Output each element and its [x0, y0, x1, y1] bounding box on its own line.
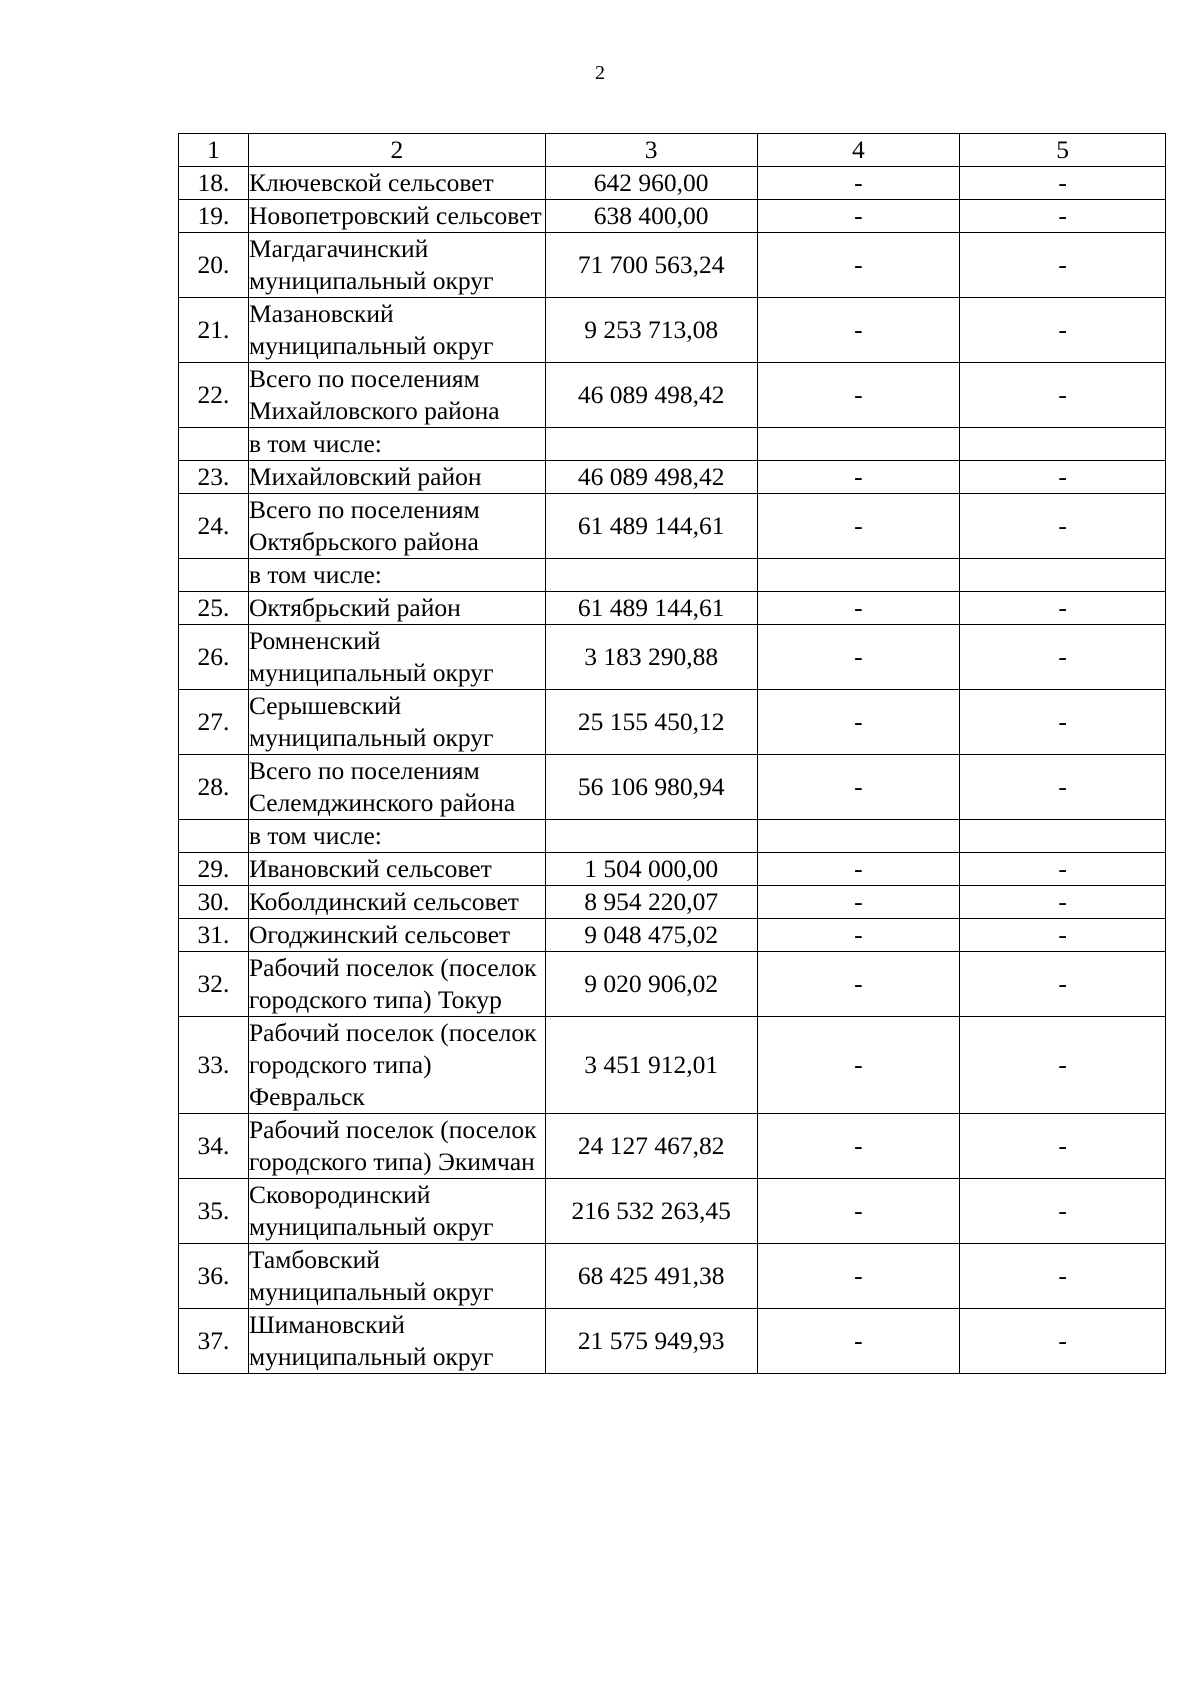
row-col-5: - — [960, 1179, 1166, 1244]
row-col-4: - — [757, 1244, 960, 1309]
row-col-4: - — [757, 592, 960, 625]
row-col-5 — [960, 820, 1166, 853]
header-col-4: 4 — [757, 134, 960, 167]
row-col-4: - — [757, 853, 960, 886]
row-number: 33. — [179, 1017, 249, 1114]
row-name: Ромненский муниципальный округ — [248, 625, 545, 690]
row-col-5 — [960, 428, 1166, 461]
row-col-4: - — [757, 233, 960, 298]
row-col-5: - — [960, 1017, 1166, 1114]
row-col-4: - — [757, 298, 960, 363]
table-row — [179, 820, 1166, 853]
row-name: Серышевский муниципальный округ — [248, 690, 545, 755]
row-number — [179, 820, 249, 853]
row-number: 25. — [179, 592, 249, 625]
row-name: Всего по поселениям Октябрьского района — [248, 494, 545, 559]
row-col-5: - — [960, 690, 1166, 755]
row-col-4: - — [757, 200, 960, 233]
row-col-4 — [757, 428, 960, 461]
table-row — [179, 690, 1166, 755]
table-row — [179, 625, 1166, 690]
header-col-2: 2 — [248, 134, 545, 167]
row-col-4: - — [757, 167, 960, 200]
row-name: Тамбовский муниципальный округ — [248, 1244, 545, 1309]
table-row — [179, 1017, 1166, 1114]
row-sum: 61 489 144,61 — [545, 592, 757, 625]
table-row — [179, 494, 1166, 559]
table-row — [179, 919, 1166, 952]
table-row — [179, 461, 1166, 494]
table-row — [179, 592, 1166, 625]
table-row — [179, 755, 1166, 820]
row-name: Новопетровский сельсовет — [248, 200, 545, 233]
row-sum: 638 400,00 — [545, 200, 757, 233]
table-row — [179, 1114, 1166, 1179]
row-sum: 3 183 290,88 — [545, 625, 757, 690]
row-number: 26. — [179, 625, 249, 690]
row-col-4: - — [757, 690, 960, 755]
table-body — [179, 167, 1166, 1374]
row-col-5: - — [960, 1309, 1166, 1374]
row-number: 34. — [179, 1114, 249, 1179]
row-col-4: - — [757, 755, 960, 820]
row-col-5: - — [960, 952, 1166, 1017]
header-col-3: 3 — [545, 134, 757, 167]
row-number: 29. — [179, 853, 249, 886]
row-col-5: - — [960, 625, 1166, 690]
row-sum: 24 127 467,82 — [545, 1114, 757, 1179]
row-number: 28. — [179, 755, 249, 820]
row-sum — [545, 559, 757, 592]
row-col-5: - — [960, 233, 1166, 298]
row-sum: 9 048 475,02 — [545, 919, 757, 952]
row-sum: 8 954 220,07 — [545, 886, 757, 919]
row-name: Рабочий поселок (поселок городского типа) Токур — [248, 952, 545, 1017]
row-name: Всего по поселениям Михайловского района — [248, 363, 545, 428]
row-sum: 3 451 912,01 — [545, 1017, 757, 1114]
table-row — [179, 853, 1166, 886]
row-col-4 — [757, 820, 960, 853]
row-sum: 25 155 450,12 — [545, 690, 757, 755]
row-sum: 9 253 713,08 — [545, 298, 757, 363]
row-number: 23. — [179, 461, 249, 494]
row-sum: 61 489 144,61 — [545, 494, 757, 559]
table-row — [179, 428, 1166, 461]
row-col-5: - — [960, 167, 1166, 200]
row-sum: 46 089 498,42 — [545, 363, 757, 428]
row-sum: 9 020 906,02 — [545, 952, 757, 1017]
table-row — [179, 886, 1166, 919]
row-name: Михайловский район — [248, 461, 545, 494]
row-sum: 1 504 000,00 — [545, 853, 757, 886]
row-col-4: - — [757, 494, 960, 559]
row-col-4: - — [757, 625, 960, 690]
row-col-4: - — [757, 886, 960, 919]
header-row — [179, 134, 1166, 167]
row-number: 37. — [179, 1309, 249, 1374]
table-row — [179, 363, 1166, 428]
row-name: Шимановский муниципальный округ — [248, 1309, 545, 1374]
row-number: 35. — [179, 1179, 249, 1244]
row-name: Мазановский муниципальный округ — [248, 298, 545, 363]
row-col-5: - — [960, 298, 1166, 363]
row-col-5: - — [960, 461, 1166, 494]
row-number: 21. — [179, 298, 249, 363]
row-col-5: - — [960, 755, 1166, 820]
table-row — [179, 200, 1166, 233]
row-number: 20. — [179, 233, 249, 298]
row-name: Огоджинский сельсовет — [248, 919, 545, 952]
row-col-5: - — [960, 363, 1166, 428]
row-number — [179, 559, 249, 592]
header-col-5: 5 — [960, 134, 1166, 167]
row-sum: 46 089 498,42 — [545, 461, 757, 494]
row-sum: 642 960,00 — [545, 167, 757, 200]
row-number: 19. — [179, 200, 249, 233]
row-sum: 21 575 949,93 — [545, 1309, 757, 1374]
table-row — [179, 952, 1166, 1017]
table-row — [179, 1309, 1166, 1374]
row-col-4: - — [757, 1017, 960, 1114]
row-number: 31. — [179, 919, 249, 952]
header-col-1: 1 — [179, 134, 249, 167]
row-name: Октябрьский район — [248, 592, 545, 625]
row-col-5: - — [960, 494, 1166, 559]
table-row — [179, 233, 1166, 298]
row-name: Рабочий поселок (поселок городского типа) Февральск — [248, 1017, 545, 1114]
allocation-table — [178, 133, 1166, 1374]
row-col-5: - — [960, 592, 1166, 625]
row-col-4: - — [757, 1114, 960, 1179]
row-col-5: - — [960, 1244, 1166, 1309]
row-col-5: - — [960, 853, 1166, 886]
row-number: 22. — [179, 363, 249, 428]
row-number: 36. — [179, 1244, 249, 1309]
row-sum: 71 700 563,24 — [545, 233, 757, 298]
row-name: Рабочий поселок (поселок городского типа) Экимчан — [248, 1114, 545, 1179]
row-col-5: - — [960, 886, 1166, 919]
row-col-4: - — [757, 461, 960, 494]
row-number: 27. — [179, 690, 249, 755]
table-row — [179, 167, 1166, 200]
table-row — [179, 298, 1166, 363]
row-name: в том числе: — [248, 428, 545, 461]
page-number: 2 — [595, 62, 605, 84]
row-col-4: - — [757, 919, 960, 952]
row-number — [179, 428, 249, 461]
row-name: Магдагачинский муниципальный округ — [248, 233, 545, 298]
row-col-4 — [757, 559, 960, 592]
row-col-4: - — [757, 1309, 960, 1374]
row-name: Всего по поселениям Селемджинского района — [248, 755, 545, 820]
row-sum — [545, 428, 757, 461]
row-sum — [545, 820, 757, 853]
row-col-5 — [960, 559, 1166, 592]
table-row — [179, 1179, 1166, 1244]
row-name: Ключевской сельсовет — [248, 167, 545, 200]
row-number: 18. — [179, 167, 249, 200]
row-sum: 216 532 263,45 — [545, 1179, 757, 1244]
row-name: Коболдинский сельсовет — [248, 886, 545, 919]
row-sum: 56 106 980,94 — [545, 755, 757, 820]
row-name: в том числе: — [248, 559, 545, 592]
row-number: 32. — [179, 952, 249, 1017]
row-sum: 68 425 491,38 — [545, 1244, 757, 1309]
row-col-4: - — [757, 1179, 960, 1244]
table-row — [179, 559, 1166, 592]
row-name: Сковородинский муниципальный округ — [248, 1179, 545, 1244]
table-row — [179, 1244, 1166, 1309]
row-name: в том числе: — [248, 820, 545, 853]
row-col-4: - — [757, 952, 960, 1017]
row-number: 24. — [179, 494, 249, 559]
row-number: 30. — [179, 886, 249, 919]
row-name: Ивановский сельсовет — [248, 853, 545, 886]
row-col-5: - — [960, 919, 1166, 952]
row-col-5: - — [960, 200, 1166, 233]
row-col-5: - — [960, 1114, 1166, 1179]
row-col-4: - — [757, 363, 960, 428]
